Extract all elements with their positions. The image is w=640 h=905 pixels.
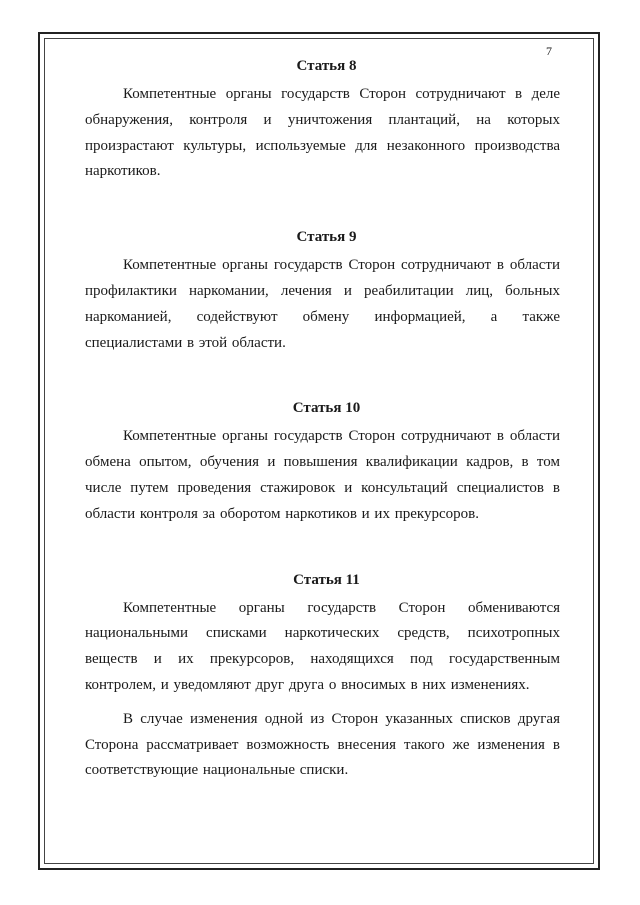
article-paragraph: Компетентные органы государств Сторон сотрудничают в деле обнаружения, контроля и уничтожения плантаций, на которых произрастают культуры, используемые для незаконного производства наркотиков. [85,86,560,180]
article-title: Статья 8 [296,58,357,74]
article-paragraph: Компетентные органы государств Сторон обмениваются национальными списками наркотических средств, психотропных веществ и их прекурсоров, находящихся под государственным контролем, и уведомляют друг друга о вносимых в них изменениях. [85,599,560,693]
article-9 [85,227,560,356]
document-body [85,56,560,784]
article-8 [85,56,560,185]
article-paragraph: Компетентные органы государств Сторон сотрудничают в области обмена опытом, обучения и повышения квалификации кадров, в том числе путем проведения стажировок и консультаций специалистов в области контроля за оборотом наркотиков и их прекурсоров. [85,428,560,522]
article-paragraph: Компетентные органы государств Сторон сотрудничают в области профилактики наркомании, лечения и реабилитации лиц, больных наркоманией, содействуют обмену информацией, а также специалистами в этой области. [85,257,560,351]
article-title: Статья 11 [293,571,360,588]
article-title: Статья 10 [292,400,361,417]
article-11 [85,570,560,785]
article-paragraph: В случае изменения одной из Сторон указанных списков другая Сторона рассматривает возможность внесения такого же изменения в соответствующие национальные списки. [85,710,560,779]
article-title: Статья 9 [296,229,357,246]
article-10 [85,398,560,527]
page-number: 7 [546,44,552,58]
